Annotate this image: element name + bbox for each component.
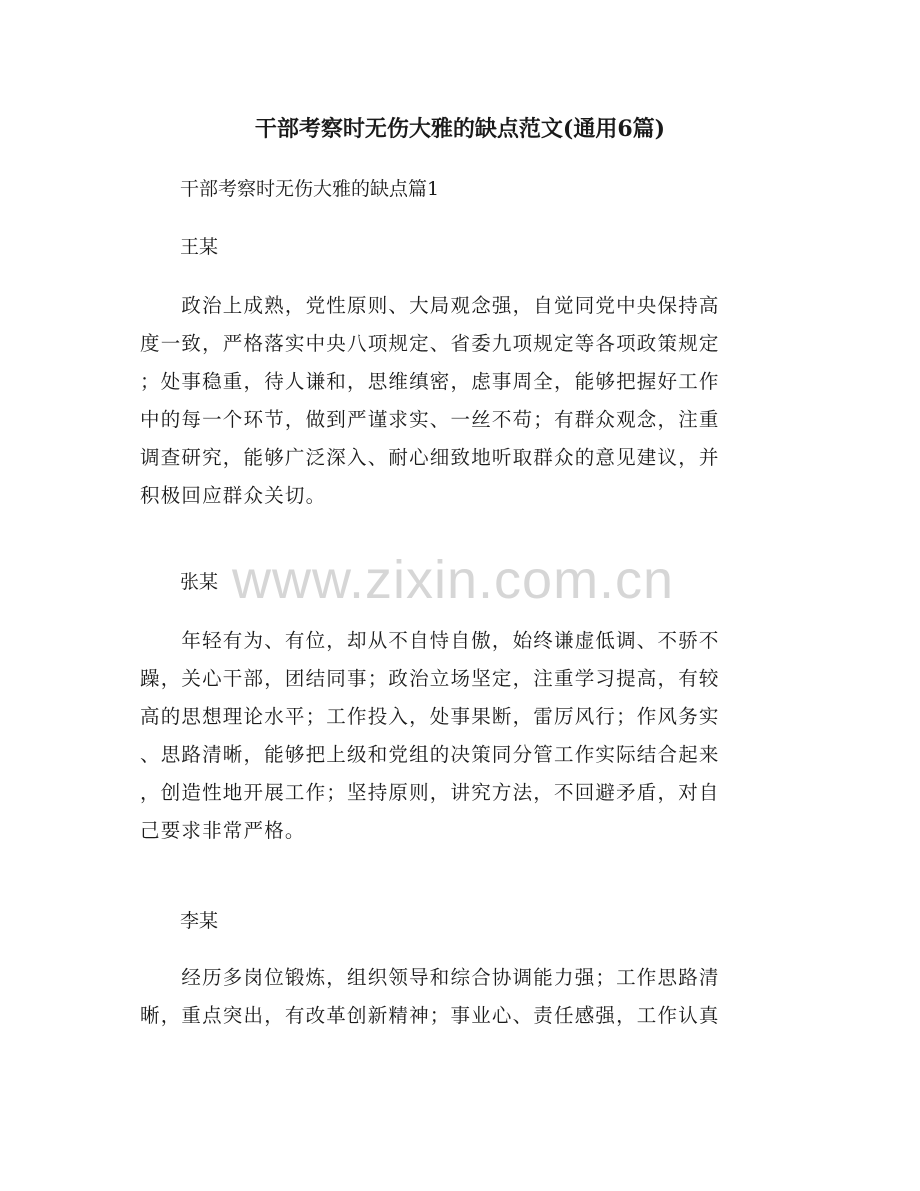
paragraph-line: ；处事稳重，待人谦和，思维缜密，虑事周全，能够把握好工作 — [140, 370, 720, 393]
paragraph-line: ，创造性地开展工作；坚持原则，讲究方法，不回避矛盾，对自 — [140, 781, 720, 804]
paragraph-line: 中的每一个环节，做到严谨求实、一丝不苟；有群众观念，注重 — [140, 408, 720, 431]
paragraph-line: 躁，关心干部，团结同事；政治立场坚定，注重学习提高，有较 — [140, 667, 720, 690]
paragraph-line: 、思路清晰，能够把上级和党组的决策同分管工作实际结合起来 — [140, 743, 720, 766]
site-watermark: www.zixin.com.cn — [232, 550, 675, 610]
evaluation-paragraph-li — [140, 959, 780, 1035]
paragraph-line: 调查研究，能够广泛深入、耐心细致地听取群众的意见建议，并 — [140, 446, 720, 469]
paragraph-line: 高的思想理论水平；工作投入，处事果断，雷厉风行；作风务实 — [140, 705, 720, 728]
paragraph-line: 晰，重点突出，有改革创新精神；事业心、责任感强，工作认真 — [140, 1004, 720, 1027]
document-title: 干部考察时无伤大雅的缺点范文(通用6篇) — [254, 116, 666, 142]
paragraph-line: 度一致，严格落实中央八项规定、省委九项规定等各项政策规定 — [140, 332, 720, 355]
paragraph-line: 己要求非常严格。 — [140, 819, 306, 842]
paragraph-line: 积极回应群众关切。 — [140, 484, 327, 507]
section-heading: 干部考察时无伤大雅的缺点篇1 — [180, 178, 440, 200]
paragraph-line: 政治上成熟，党性原则、大局观念强，自觉同党中央保持高 — [140, 294, 720, 317]
evaluation-paragraph-zhang — [140, 622, 780, 850]
person-name-li: 李某 — [180, 910, 219, 932]
paragraph-line: 经历多岗位锻炼，组织领导和综合协调能力强；工作思路清 — [140, 966, 720, 989]
evaluation-paragraph-wang — [140, 287, 780, 515]
person-name-zhang: 张某 — [180, 571, 219, 593]
paragraph-line: 年轻有为、有位，却从不自恃自傲，始终谦虚低调、不骄不 — [140, 629, 720, 652]
person-name-wang: 王某 — [180, 236, 219, 258]
